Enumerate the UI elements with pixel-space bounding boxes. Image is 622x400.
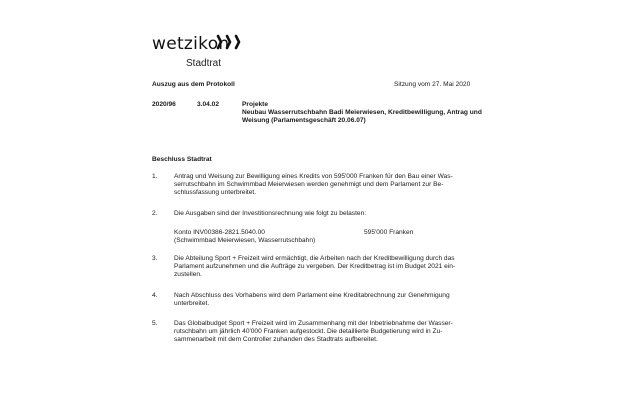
account-amount: 595'000 Franken [364,229,414,236]
item-text: Die Abteilung Sport + Freizeit wird ermächtigt, die Arbeiten nach der Kreditbewilligung durch das Parlament aufzunehmen und die Aufträge zu vergeben. Der Kreditbetrag ist im Budget 2021 einzustellen. [174,255,456,279]
account-number: Konto INV00386-2821.5040.00 [174,229,265,236]
item-number: 2. [152,210,158,217]
session-date: Sitzung vom 27. Mai 2020 [394,81,471,88]
project-subject: Neubau Wasserrutschbahn Badi Meierwiesen, Kreditbewilligung, Antrag und Weisung (Parlamentsgeschäft 20.06.07) [242,109,482,125]
project-category: Projekte [242,101,269,108]
protocol-title: Auszug aus dem Protokoll [152,81,235,88]
section-number: 3.04.02 [197,101,219,108]
item-text: Die Ausgaben sind der Investitionsrechnung wie folgt zu belasten: [174,210,367,217]
wave-logo-icon [215,33,245,51]
logo-text: wetzikon [152,34,230,54]
department-name: Stadtrat [186,58,222,69]
account-block [174,229,315,245]
item-number: 3. [152,255,158,262]
decision-title: Beschluss Stadtrat [152,156,212,163]
account-description: (Schwimmbad Meierwiesen, Wasserrutschbahn) [174,237,316,245]
item-number: 4. [152,292,158,299]
project-block [242,101,482,126]
item-text: Antrag und Weisung zur Bewilligung eines Kredits von 595'000 Franken für den Bau einer Wasserrutschbahn im Schwimmbad Meierwiesen werden genehmigt und dem Parlament zur Beschlussfassung unterbreitet. [174,173,453,197]
item-text: Nach Abschluss des Vorhabens wird dem Parlament eine Kreditabrechnung zur Genehmigung unterbreitet. [174,292,450,308]
item-number: 1. [152,173,158,180]
protocol-number: 2020/96 [152,101,176,108]
item-text: Das Globalbudget Sport + Freizeit wird im Zusammenhang mit der Inbetriebnahme der Wasserrutschbahn um jährlich 40'000 Franken aufgestockt. Die detaillierte Budgetierung wird in Zusammenarbeit mit dem Controller zuhanden des Stadtrats aufbereitet. [174,320,453,344]
item-number: 5. [152,320,158,327]
